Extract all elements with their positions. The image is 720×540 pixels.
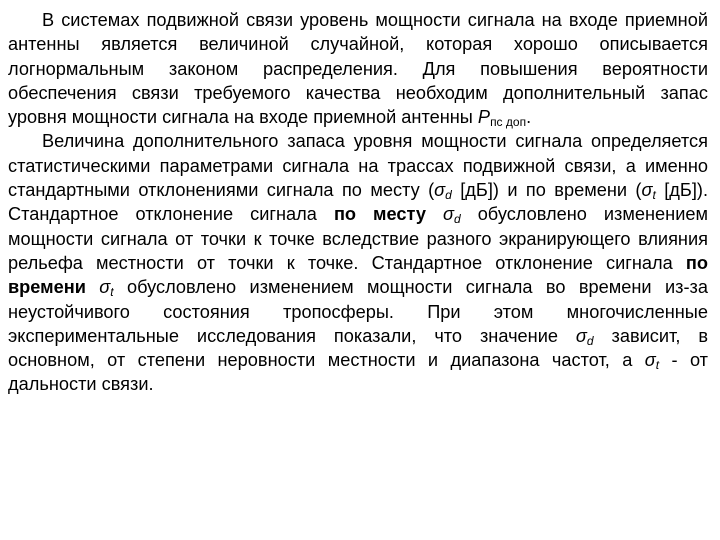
paragraph2-part4: обусловлено изменением мощности сигнала от точки к точке вследствие разного экранирующего влияния рельефа местности от точки к точке. Стандартное отклонение сигнала: [8, 204, 708, 273]
paragraph2-part7: - от дальности связи.: [8, 350, 708, 395]
paragraph2-part6: зависит, в основном, от степени неровности местности и диапазона частот, а: [8, 325, 708, 371]
sigma-d-subscript: d: [586, 333, 594, 348]
paragraph-deviation: [8, 129, 708, 396]
paragraph1-text: В системах подвижной связи уровень мощности сигнала на входе приемной антенны является величиной случайной, которая хорошо описывается логнормальным законом распределения. Для повышения вероятности обеспечения связи требуемого качества необходим дополнительный запас уровня мощности сигнала на входе приемной антенны: [8, 10, 708, 128]
sigma-t-symbol: σ: [99, 277, 111, 298]
sigma-t-subscript: t: [655, 358, 660, 373]
paragraph2-part1: Величина дополнительного запаса уровня мощности сигнала определяется статистическими параметрами сигнала на трассах подвижной связи, а именно стандартными отклонениями сигнала по месту (: [8, 131, 708, 201]
paragraph2-part2: [дБ]) и по времени (: [451, 180, 642, 201]
sigma-d-symbol: σ: [443, 204, 454, 225]
sigma-t-subscript: t: [652, 188, 656, 203]
power-symbol: P: [477, 107, 491, 128]
paragraph2-part3: [дБ]). Стандартное отклонение сигнала: [8, 180, 708, 225]
sigma-t-symbol: σ: [644, 350, 656, 371]
bold-by-time: по времени: [8, 252, 708, 298]
sigma-d-subscript: d: [453, 212, 461, 227]
paragraph-lognormal: [8, 8, 708, 129]
sigma-d-symbol: σ: [434, 180, 446, 201]
bold-by-place: по месту: [333, 204, 426, 225]
paragraph2-part5: обусловлено изменением мощности сигнала во времени из-за неустойчивого состояния тропосферы. При этом многочисленные экспериментальные исследования показали, что значение: [8, 277, 708, 346]
power-subscript: пс доп: [490, 115, 527, 130]
sigma-t-subscript: t: [110, 285, 114, 300]
document-body: [8, 8, 708, 397]
paragraph1-end: .: [526, 107, 532, 128]
sigma-d-subscript: d: [445, 188, 452, 203]
sigma-d-symbol: σ: [575, 325, 587, 346]
sigma-t-symbol: σ: [641, 180, 653, 201]
